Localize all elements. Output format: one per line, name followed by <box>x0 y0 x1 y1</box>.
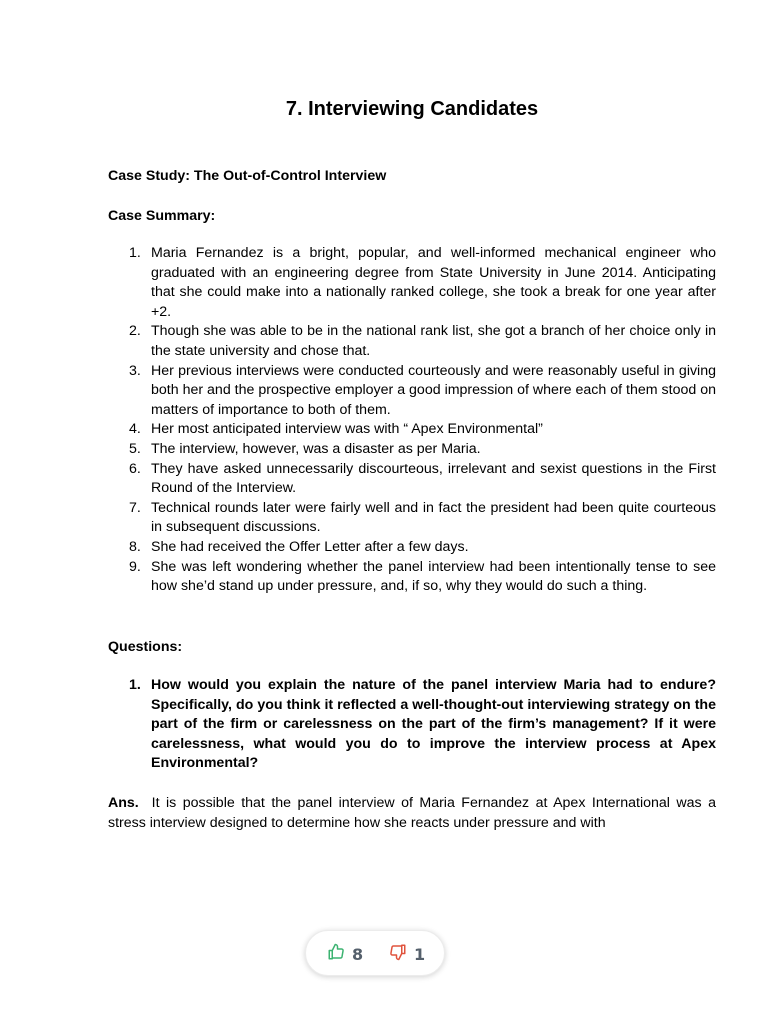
list-item-number: 4. <box>129 421 141 438</box>
list-item-number: 9. <box>129 558 141 575</box>
list-item <box>129 362 716 421</box>
answer-paragraph <box>108 793 716 833</box>
list-item-text: The interview, however, was a disaster as per Maria. <box>151 440 481 457</box>
answer-label: Ans. <box>108 795 139 811</box>
list-item-text: She had received the Offer Letter after a few days. <box>151 538 469 555</box>
question-text: How would you explain the nature of the panel interview Maria had to endure? Specifically, do you think it reflected a well-thought-out interviewing strategy on the part of the firm or carelessness on the part of the firm’s management? If it were carelessness, what would you do to improve the interview process at Apex Environmental? <box>151 677 716 772</box>
thumbs-down-icon <box>389 943 407 966</box>
list-item-number: 7. <box>129 499 141 516</box>
dislike-count: 1 <box>414 944 426 964</box>
list-item-number: 1. <box>129 245 141 261</box>
list-item <box>129 538 716 558</box>
page-title: 7. Interviewing Candidates <box>285 98 539 120</box>
list-item <box>129 440 716 460</box>
list-item <box>129 558 716 597</box>
list-item-number: 8. <box>129 538 141 555</box>
list-item-text: Technical rounds later were fairly well and in fact the president had been quite courteous in subsequent discussions. <box>151 499 716 536</box>
like-button[interactable] <box>327 943 363 965</box>
list-item-number: 6. <box>129 460 141 477</box>
vote-bar <box>305 930 445 976</box>
list-item <box>129 499 716 538</box>
questions-list <box>129 676 716 774</box>
like-count: 8 <box>352 944 364 964</box>
answer-text: It is possible that the panel interview of Maria Fernandez at Apex International was a stress interview designed to determine how she reacts under pressure and with <box>108 795 716 831</box>
summary-list <box>129 244 716 597</box>
list-item-number: 5. <box>129 440 141 457</box>
list-item-text: Her previous interviews were conducted courteously and were reasonably useful in giving both her and the prospective employer a good impression of where each of them stood on matters of importance to both of them. <box>151 362 716 418</box>
list-item-text: Her most anticipated interview was with “ Apex Environmental” <box>151 421 543 438</box>
questions-heading: Questions: <box>108 639 183 655</box>
list-item <box>129 460 716 499</box>
question-item <box>129 676 716 774</box>
case-study-heading: Case Study: The Out-of-Control Interview <box>108 168 387 184</box>
list-item <box>129 322 716 361</box>
list-item <box>129 420 716 440</box>
list-item-text: She was left wondering whether the panel interview had been intentionally tense to see how she’d stand up under pressure, and, if so, why they would do such a thing. <box>151 558 716 595</box>
dislike-button[interactable] <box>389 943 425 965</box>
case-summary-heading: Case Summary: <box>108 208 216 224</box>
list-item-text: They have asked unnecessarily discourteous, irrelevant and sexist questions in the First Round of the Interview. <box>151 460 716 497</box>
list-item-text: Though she was able to be in the national rank list, she got a branch of her choice only in the state university and chose that. <box>151 323 716 359</box>
list-item-number: 2. <box>129 323 141 340</box>
thumbs-up-icon <box>327 943 345 966</box>
list-item-number: 3. <box>129 362 141 379</box>
question-number: 1. <box>129 677 141 693</box>
list-item-text: Maria Fernandez is a bright, popular, and well-informed mechanical engineer who graduated with an engineering degree from State University in June 2014. Anticipating that she could make into a nationally ranked college, she took a break for one year after +2. <box>151 245 716 320</box>
list-item <box>129 244 716 322</box>
